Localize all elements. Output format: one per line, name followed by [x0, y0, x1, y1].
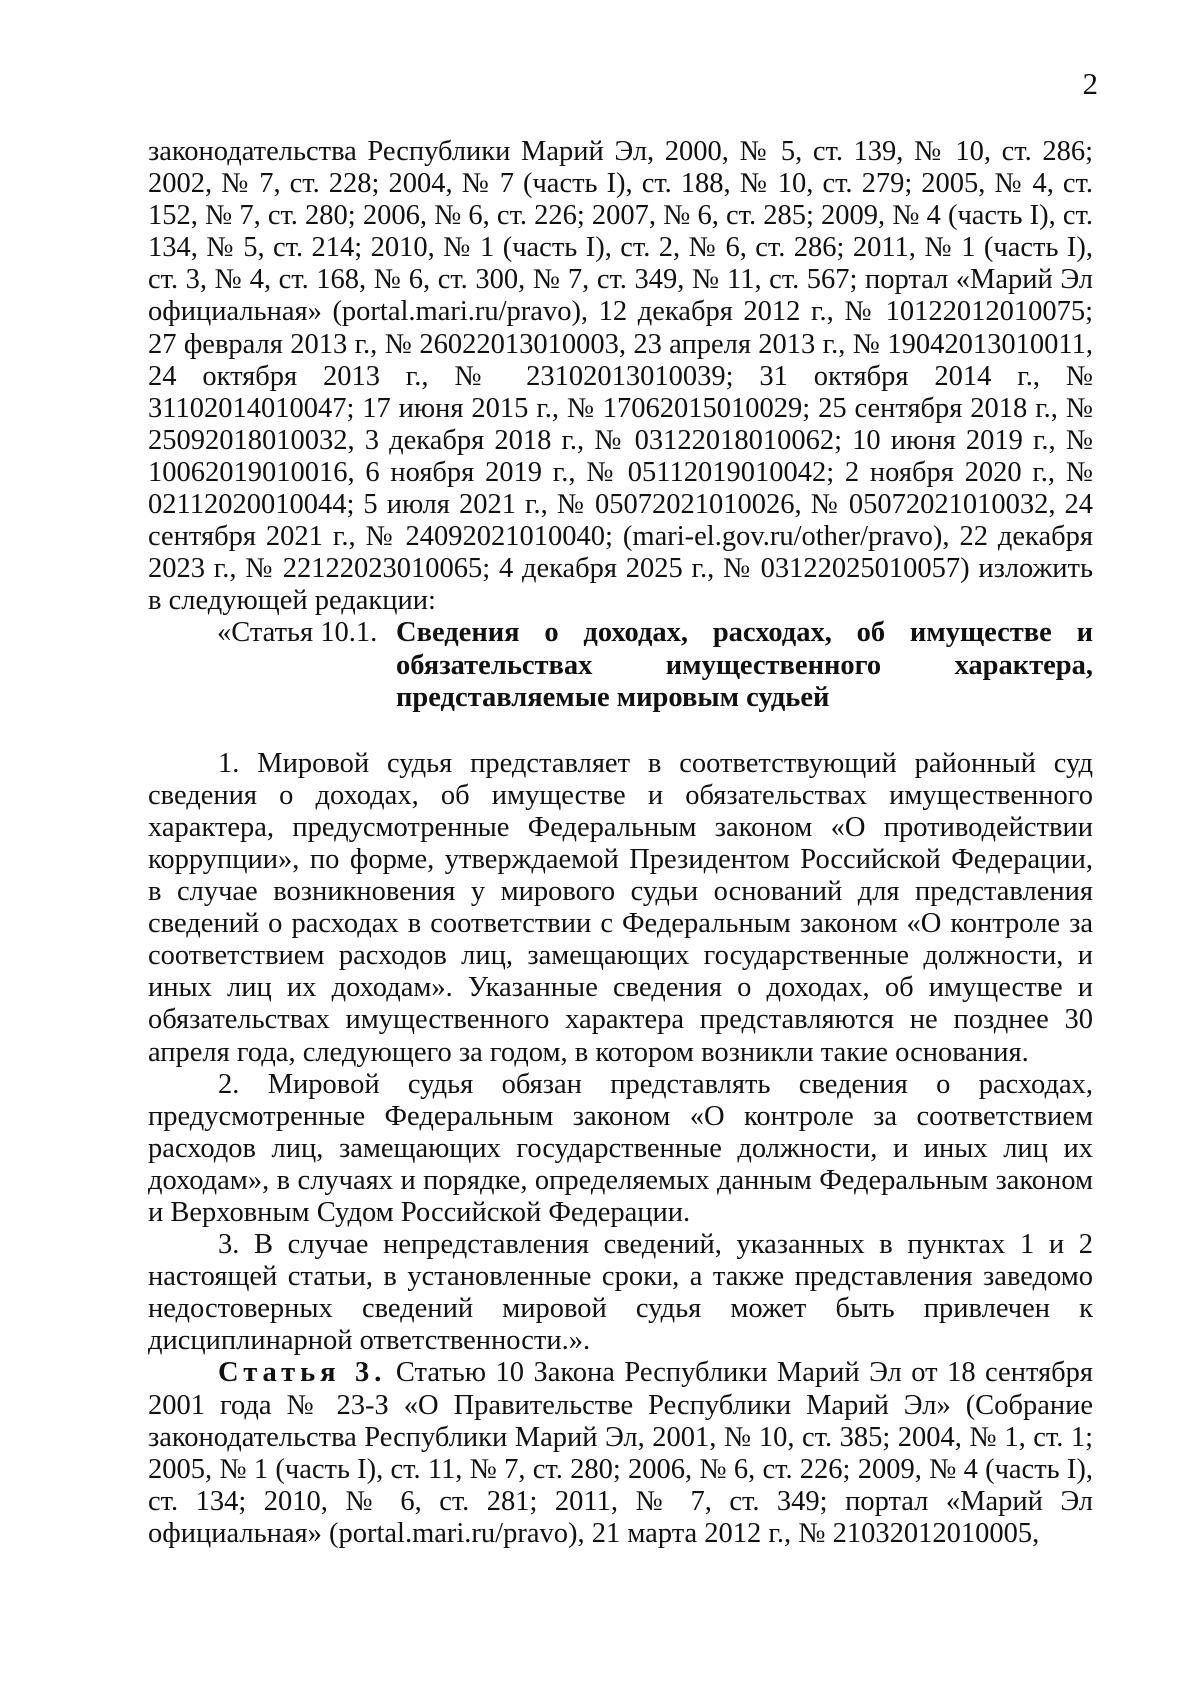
- article-3-label: Статья 3.: [218, 1357, 387, 1389]
- page-number: 2: [1082, 66, 1098, 101]
- article-item-3: 3. В случае непредставления сведений, указанных в пунктах 1 и 2 настоящей статьи, в установленные сроки, а также представления заведомо недостоверных сведений мировой судья может быть привлечен к дисциплинарной ответственности.».: [148, 1229, 1093, 1357]
- article-3-paragraph: [148, 1357, 1093, 1550]
- article-3-text: Статью 10 Закона Республики Марий Эл от 18 сентября 2001 года № 23-З «О Правительстве Республики Марий Эл» (Собрание законодательства Республики Марий Эл, 2001, № 10, ст. 385; 2004, № 1, ст. 1; 2005, № 1 (часть I), ст. 11, № 7, ст. 280; 2006, № 6, ст. 226; 2009, № 4 (часть I), ст. 134; 2010, № 6, ст. 281; 2011, № 7, ст. 349; портал «Марий Эл официальная» (portal.mari.ru/pravo), 21 марта 2012 г., № 21032012010005,: [148, 1357, 1093, 1549]
- intro-paragraph: законодательства Республики Марий Эл, 2000, № 5, ст. 139, № 10, ст. 286; 2002, № 7, ст. 228; 2004, № 7 (часть I), ст. 188, № 10, ст. 279; 2005, № 4, ст. 152, № 7, ст. 280; 2006, № 6, ст. 226; 2007, № 6, ст. 285; 2009, № 4 (часть I), ст. 134, № 5, ст. 214; 2010, № 1 (часть I), ст. 2, № 6, ст. 286; 2011, № 1 (часть I), ст. 3, № 4, ст. 168, № 6, ст. 300, № 7, ст. 349, № 11, ст. 567; портал «Марий Эл официальная» (portal.mari.ru/pravo), 12 декабря 2012 г., № 10122012010075; 27 февраля 2013 г., № 26022013010003, 23 апреля 2013 г., № 19042013010011, 24 октября 2013 г., № 23102013010039; 31 октября 2014 г., № 31102014010047; 17 июня 2015 г., № 17062015010029; 25 сентября 2018 г., № 25092018010032, 3 декабря 2018 г., № 03122018010062; 10 июня 2019 г., № 10062019010016, 6 ноября 2019 г., № 05112019010042; 2 ноября 2020 г., № 02112020010044; 5 июля 2021 г., № 05072021010026, № 05072021010032, 24 сентября 2021 г., № 24092021010040; (mari-el.gov.ru/other/pravo), 22 декабря 2023 г., № 22122023010065; 4 декабря 2025 г., № 03122025010057) изложить в следующей редакции:: [148, 136, 1093, 617]
- article-item-2: 2. Мировой судья обязан представлять сведения о расходах, предусмотренные Федеральным законом «О контроле за соответствием расходов лиц, замещающих государственные должности, и иных лиц их доходам», в случаях и порядке, определяемых данным Федеральным законом и Верховным Судом Российской Федерации.: [148, 1068, 1093, 1228]
- document-body: [148, 136, 1093, 1550]
- article-title: Сведения о доходах, расходах, об имуществе и обязательствах имущественного характера, представляемые мировым судьей: [396, 617, 1093, 713]
- article-heading: [148, 617, 1093, 713]
- article-label: «Статья 10.1.: [217, 617, 378, 649]
- article-item-1: 1. Мировой судья представляет в соответствующий районный суд сведения о доходах, об имуществе и обязательствах имущественного характера, предусмотренные Федеральным законом «О противодействии коррупции», по форме, утверждаемой Президентом Российской Федерации, в случае возникновения у мирового судьи оснований для представления сведений о расходах в соответствии с Федеральным законом «О контроле за соответствием расходов лиц, замещающих государственные должности, и иных лиц их доходам». Указанные сведения о доходах, об имуществе и обязательствах имущественного характера представляются не позднее 30 апреля года, следующего за годом, в котором возникли такие основания.: [148, 747, 1093, 1068]
